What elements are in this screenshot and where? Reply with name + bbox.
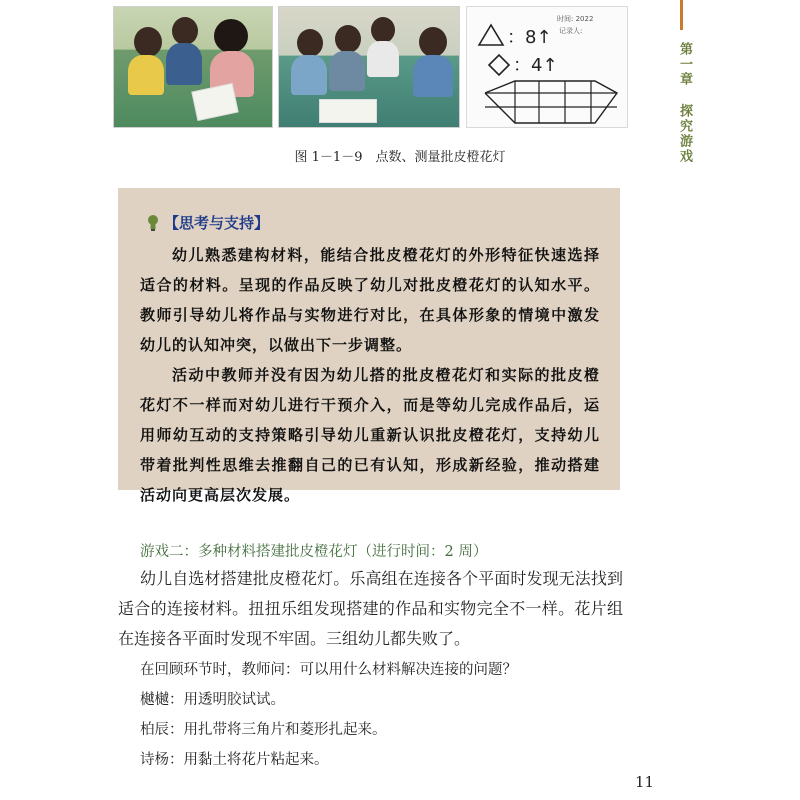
diamond-icon xyxy=(489,55,509,75)
chapter-accent-bar xyxy=(680,0,683,30)
figure-caption: 图 1－1－9 点数、测量批皮橙花灯 xyxy=(294,150,506,165)
svg-text:时间: 2022: 时间: 2022 xyxy=(557,15,594,23)
support-box-title-text: 【思考与支持】 xyxy=(164,214,270,232)
photo-children-counting xyxy=(113,6,273,128)
triangle-icon xyxy=(479,25,503,45)
photo-children-measuring xyxy=(278,6,460,128)
support-paragraph-1: 幼儿熟悉建构材料，能结合批皮橙花灯的外形特征快速选择适合的材料。呈现的作品反映了幼儿对批皮橙花灯的认知水平。教师引导幼儿将作品与实物进行对比，在具体形象的情境中激发幼儿的认知冲突，以做出下一步调整。 xyxy=(140,246,600,354)
chapter-label xyxy=(672,42,694,164)
triangle-count: ：8↑ xyxy=(507,27,552,48)
game-two-heading: 游戏二：多种材料搭建批皮橙花灯（进行时间：2 周） xyxy=(140,544,488,560)
support-paragraph-2: 活动中教师并没有因为幼儿搭的批皮橙花灯和实际的批皮橙花灯不一样而对幼儿进行干预介入，而是等幼儿完成作品后，运用师幼互动的支持策略引导幼儿重新认识批皮橙花灯，支持幼儿带着批判性思维去推翻自己的已有认知，形成新经验，推动搭建活动向更高层次发展。 xyxy=(140,366,600,504)
page-number: 11 xyxy=(635,773,655,791)
dialog-line-bochen: 柏辰：用扎带将三角片和菱形扎起来。 xyxy=(140,722,387,738)
dialog-line-shiyang: 诗杨：用黏土将花片粘起来。 xyxy=(140,752,329,768)
hand-drawn-counting-sheet xyxy=(466,6,628,128)
support-box-title xyxy=(146,212,269,233)
dialog-line-teacher: 在回顾环节时，教师问：可以用什么材料解决连接的问题？ xyxy=(140,662,517,678)
chapter-number: 第一章 xyxy=(677,42,692,87)
lantern-outline xyxy=(485,81,617,123)
diamond-count: ：4↑ xyxy=(513,55,558,76)
dialog-line-yueyue: 樾樾：用透明胶试试。 xyxy=(140,692,285,708)
svg-text:记录人:: 记录人: xyxy=(559,27,583,35)
game-paragraph: 幼儿自选材搭建批皮橙花灯。乐高组在连接各个平面时发现无法找到适合的连接材料。扭扭乐组发现搭建的作品和实物完全不一样。花片组在连接各平面时发现不牢固。三组幼儿都失败了。 xyxy=(118,569,623,648)
lightbulb-icon xyxy=(146,214,160,232)
chapter-title: 探究游戏 xyxy=(677,103,692,164)
